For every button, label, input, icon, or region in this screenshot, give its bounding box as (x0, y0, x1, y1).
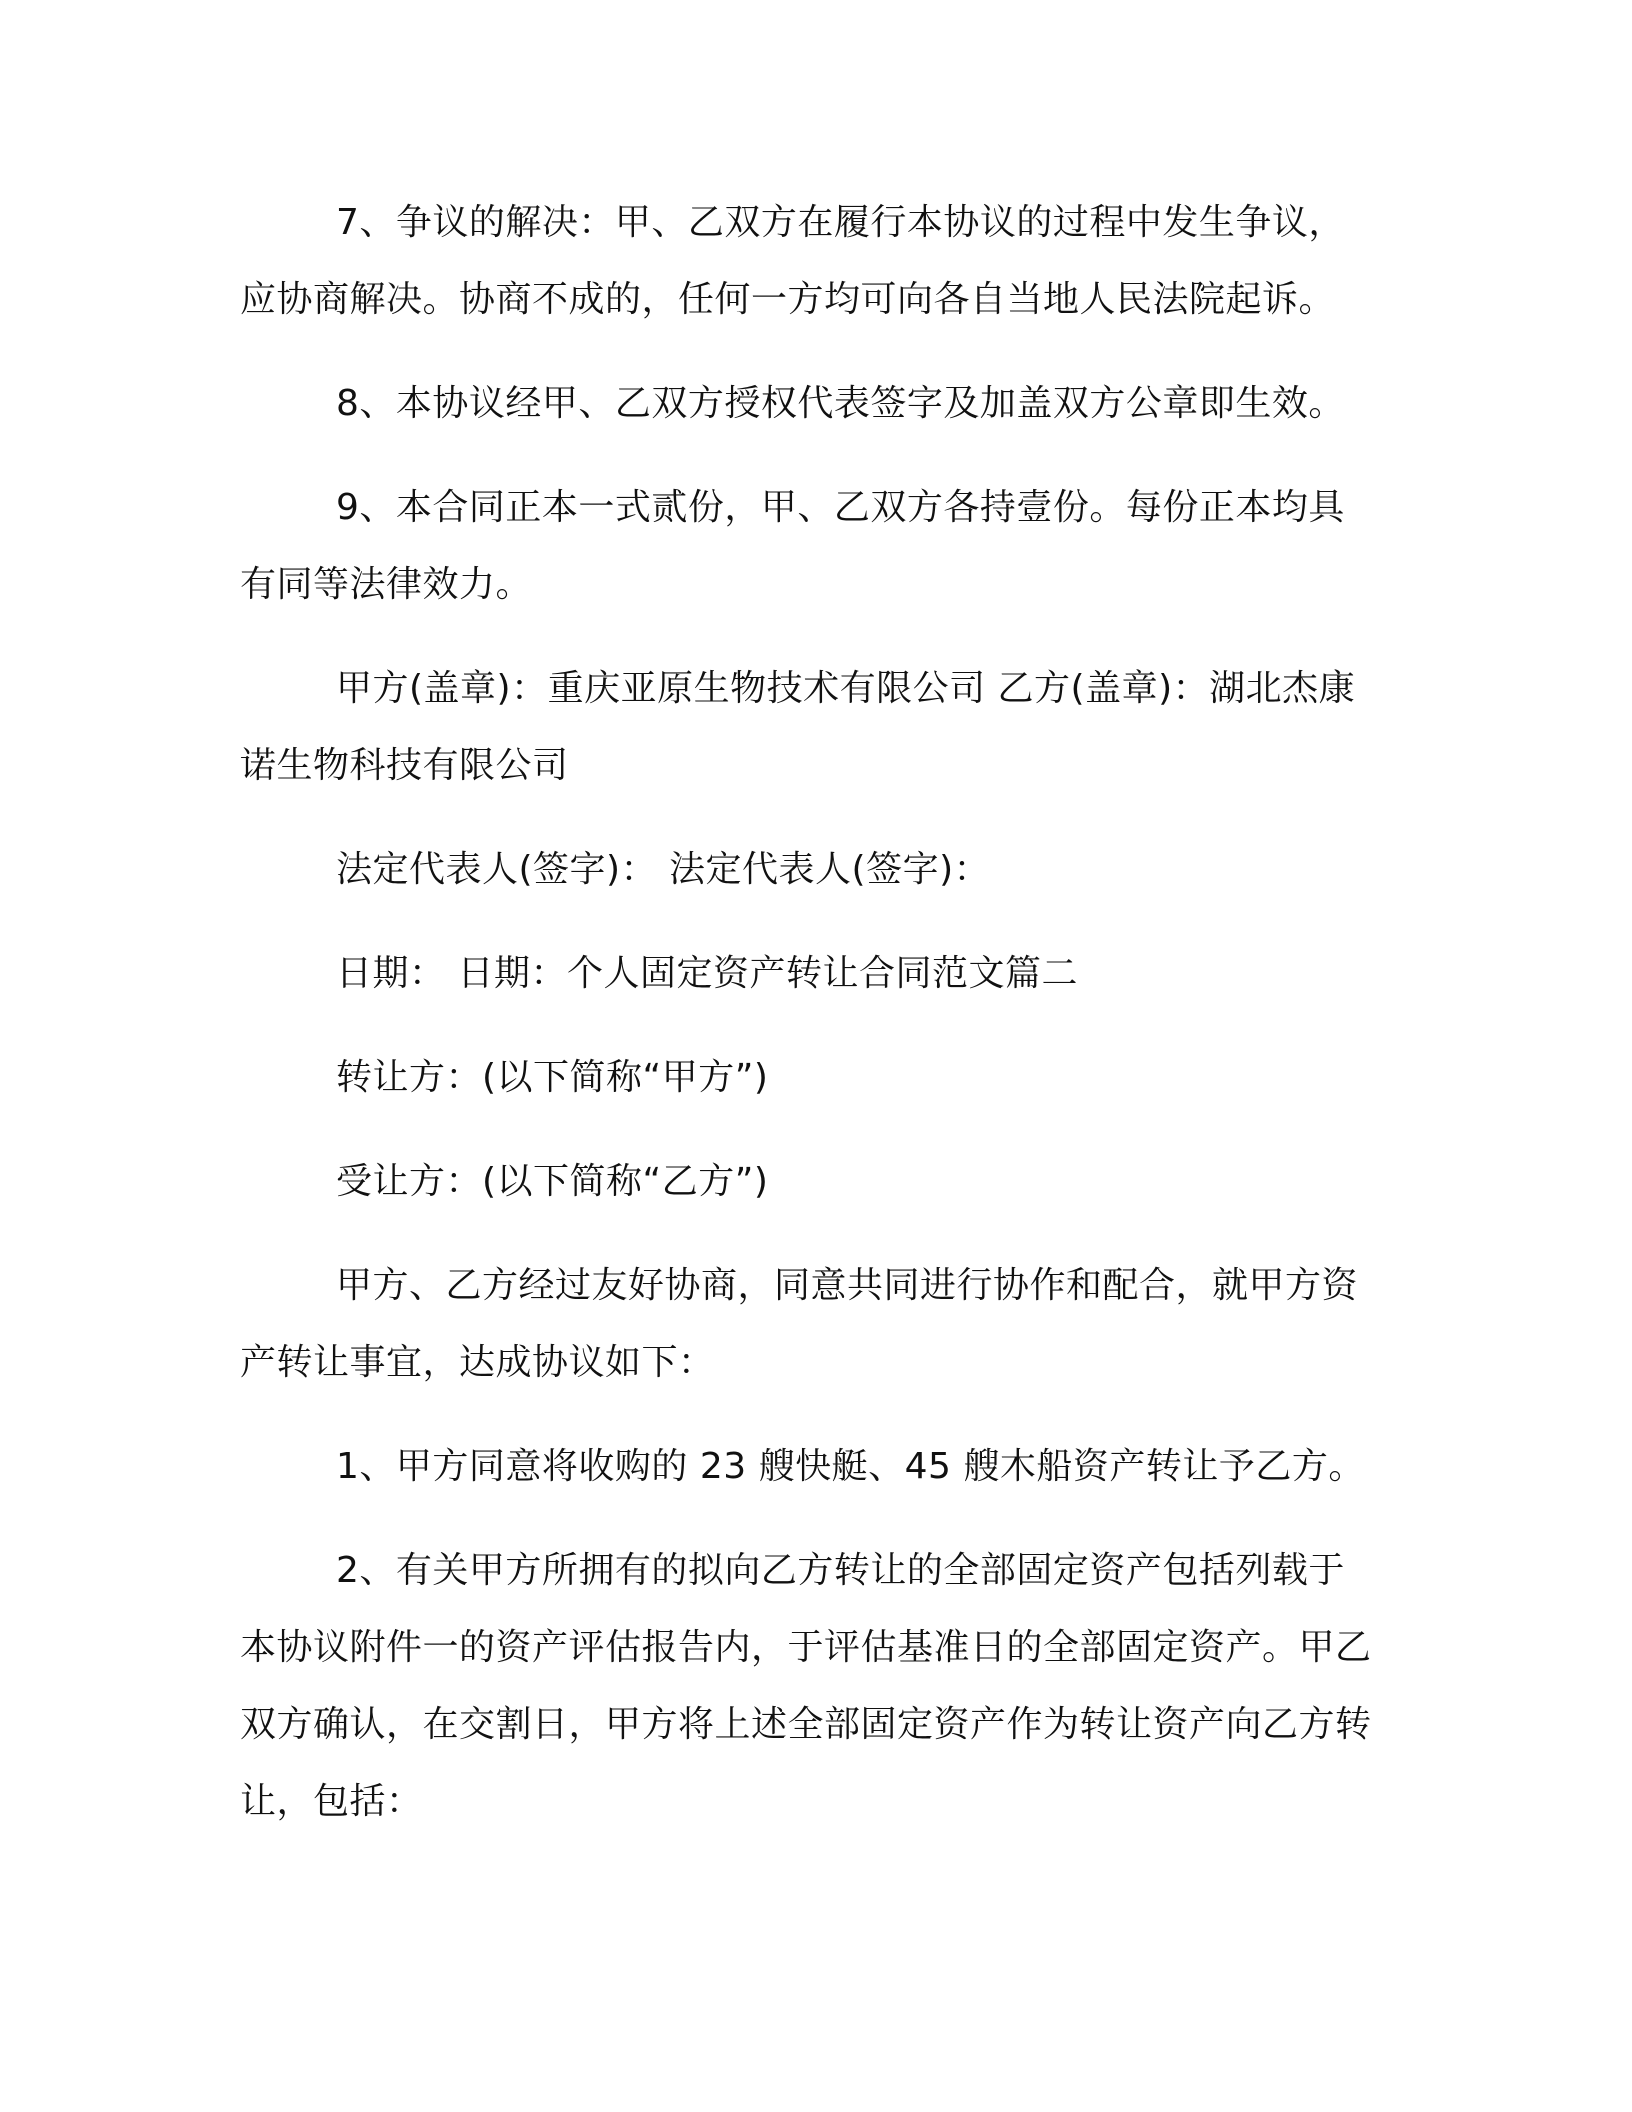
transferee-line: 受让方：(以下简称“乙方”) (336, 1161, 769, 1202)
clause-8-effectiveness: 8、本协议经甲、乙双方授权代表签字及加盖双方公章即生效。 (336, 383, 1345, 424)
document-page (240, 184, 1380, 1840)
clause-2-fixed-assets: 2、有关甲方所拥有的拟向乙方转让的全部固定资产包括列载于本协议附件一的资产评估报告内，于评估基准日的全部固定资产。甲乙双方确认，在交割日，甲方将上述全部固定资产作为转让资产向乙方转让，包括： (240, 1550, 1372, 1822)
transferor-line: 转让方：(以下简称“甲方”) (336, 1057, 769, 1098)
clause-7-dispute-resolution: 7、争议的解决：甲、乙双方在履行本协议的过程中发生争议，应协商解决。协商不成的，任何一方均可向各自当地人民法院起诉。 (240, 202, 1345, 320)
legal-representatives-signature: 法定代表人(签字)： 法定代表人(签字)： (336, 849, 991, 890)
date-line-and-heading: 日期： 日期：个人固定资产转让合同范文篇二 (336, 953, 1078, 994)
clause-1-assets: 1、甲方同意将收购的 23 艘快艇、45 艘木船资产转让予乙方。 (336, 1446, 1365, 1487)
preamble-paragraph: 甲方、乙方经过友好协商，同意共同进行协作和配合，就甲方资产转让事宜，达成协议如下： (240, 1265, 1359, 1383)
party-seals: 甲方(盖章)：重庆亚原生物技术有限公司 乙方(盖章)：湖北杰康诺生物科技有限公司 (240, 668, 1356, 786)
clause-9-copies: 9、本合同正本一式贰份，甲、乙双方各持壹份。每份正本均具有同等法律效力。 (240, 487, 1345, 605)
